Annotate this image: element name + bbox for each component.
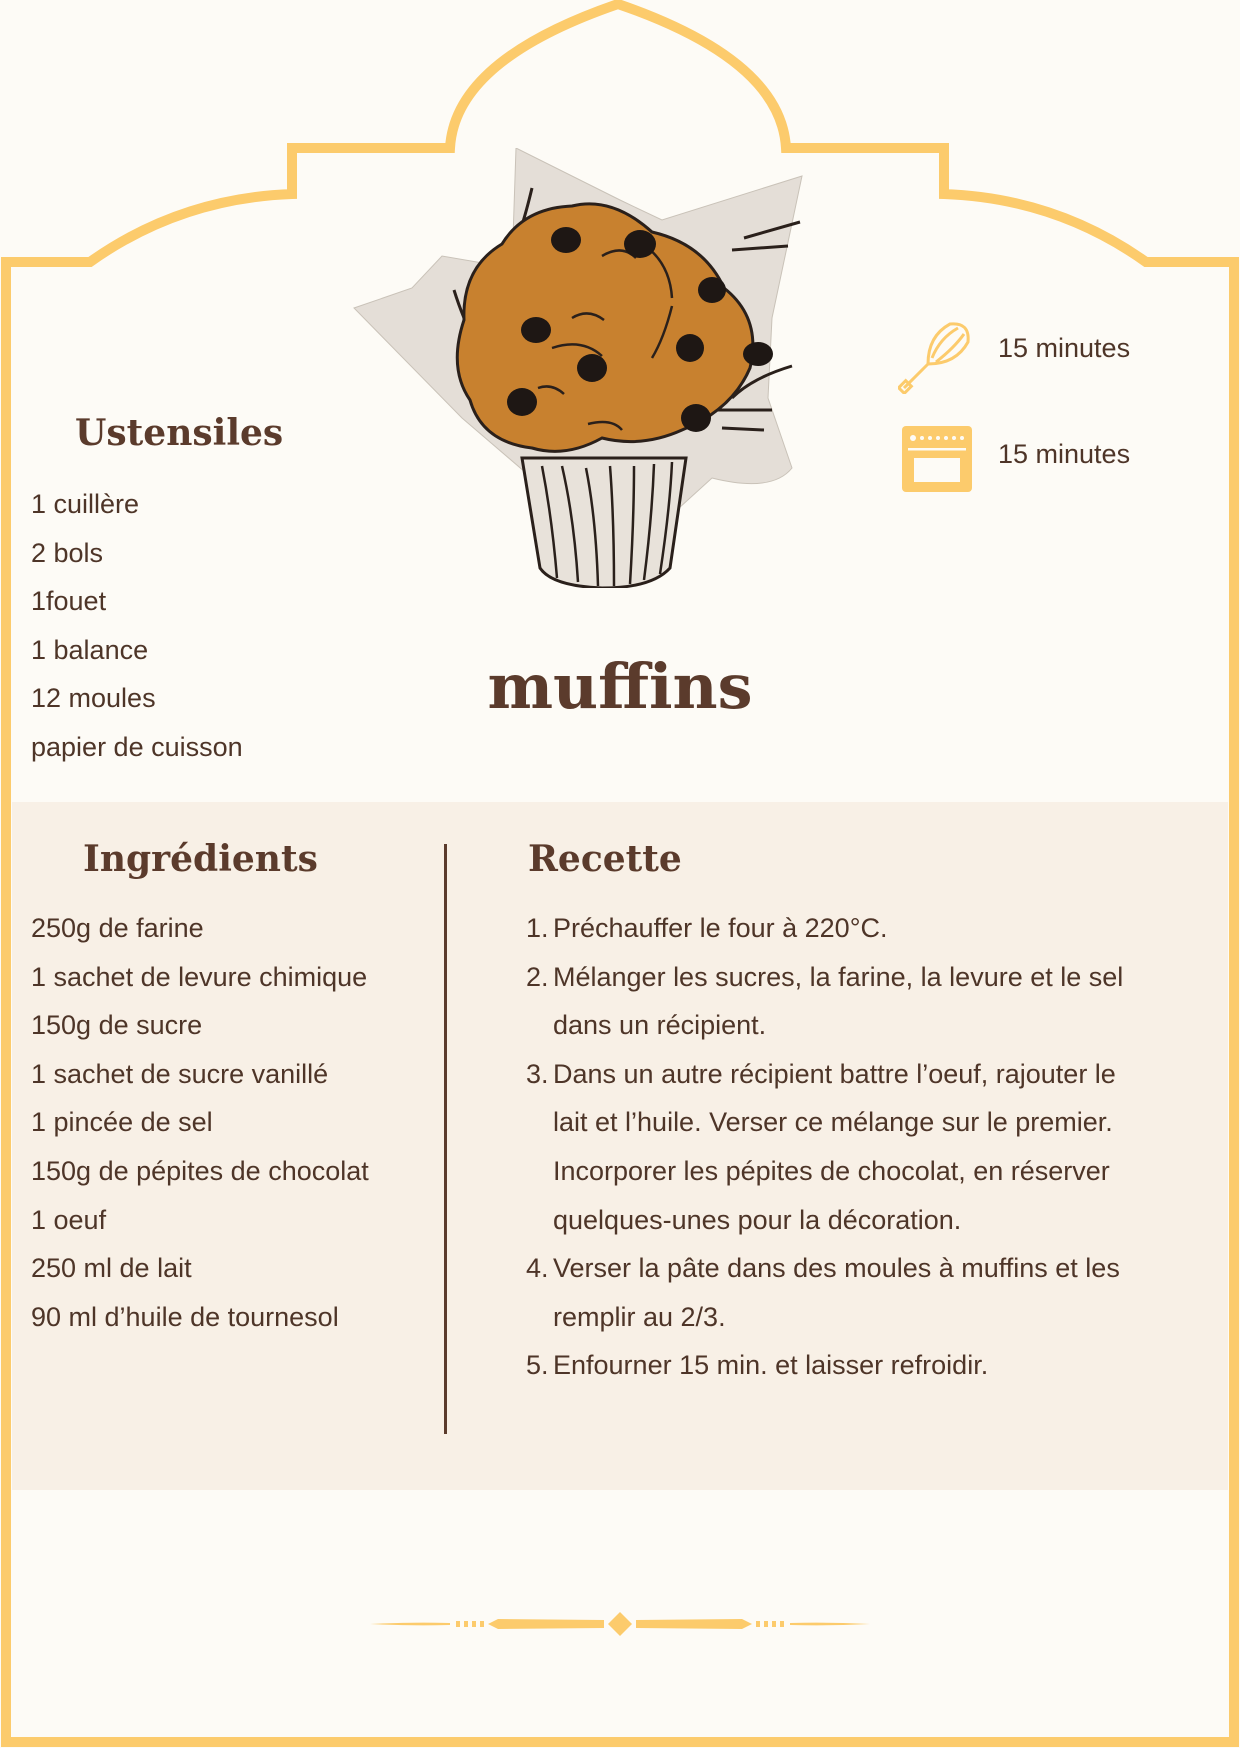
recipe-step xyxy=(526,953,1146,1050)
step-number: 3. xyxy=(526,1058,549,1089)
ornament-divider xyxy=(370,1610,870,1638)
step-text: Dans un autre récipient battre l’oeuf, rajouter le lait et l’huile. Verser ce mélange sur le premier. Incorporer les pépites de chocolat, en réserver quelques-unes pour la décoration. xyxy=(553,1058,1116,1235)
whisk-icon xyxy=(898,318,974,394)
step-text: Mélanger les sucres, la farine, la levure et le sel dans un récipient. xyxy=(553,961,1124,1041)
ingredient-item: 250 ml de lait xyxy=(31,1253,192,1284)
step-text: Préchauffer le four à 220°C. xyxy=(553,913,888,943)
ingredients-heading: Ingrédients xyxy=(83,838,318,880)
step-number: 4. xyxy=(526,1253,549,1284)
recipe-heading: Recette xyxy=(528,838,682,880)
prep-time: 15 minutes xyxy=(998,333,1131,363)
recipe-step xyxy=(526,904,1146,953)
ingredient-item: 1 oeuf xyxy=(31,1204,107,1235)
utensil-item: 1fouet xyxy=(31,586,107,617)
ingredient-item: 90 ml d’huile de tournesol xyxy=(31,1301,339,1332)
ingredient-item: 1 pincée de sel xyxy=(31,1107,213,1138)
step-text: Verser la pâte dans des moules à muffins et les remplir au 2/3. xyxy=(553,1253,1120,1332)
ingredient-item: 150g de sucre xyxy=(31,1010,203,1041)
step-text: Enfourner 15 min. et laisser refroidir. xyxy=(553,1350,989,1381)
ingredient-item: 1 sachet de sucre vanillé xyxy=(31,1058,329,1089)
oven-icon xyxy=(902,426,972,492)
recipe-step xyxy=(526,1244,1146,1341)
utensil-item: 2 bols xyxy=(31,537,104,568)
column-divider xyxy=(444,844,447,1434)
utensil-item: 1 balance xyxy=(31,634,149,665)
recipe-step xyxy=(526,1050,1146,1244)
recipe-steps-list xyxy=(526,904,1146,1390)
cook-time: 15 minutes xyxy=(998,439,1131,469)
utensils-list xyxy=(31,480,243,772)
step-number: 5. xyxy=(526,1350,549,1381)
step-number: 1. xyxy=(526,913,549,943)
recipe-step xyxy=(526,1341,1146,1390)
recipe-title: muffins xyxy=(487,650,753,723)
muffin-illustration xyxy=(352,148,862,588)
utensil-item: 1 cuillère xyxy=(31,489,140,519)
ingredient-item: 250g de farine xyxy=(31,913,204,943)
utensils-heading: Ustensiles xyxy=(75,412,284,454)
ingredient-item: 1 sachet de levure chimique xyxy=(31,961,368,992)
ingredients-list xyxy=(31,904,369,1341)
ingredient-item: 150g de pépites de chocolat xyxy=(31,1155,369,1186)
step-number: 2. xyxy=(526,961,549,992)
utensil-item: papier de cuisson xyxy=(31,731,243,762)
utensil-item: 12 moules xyxy=(31,683,156,714)
